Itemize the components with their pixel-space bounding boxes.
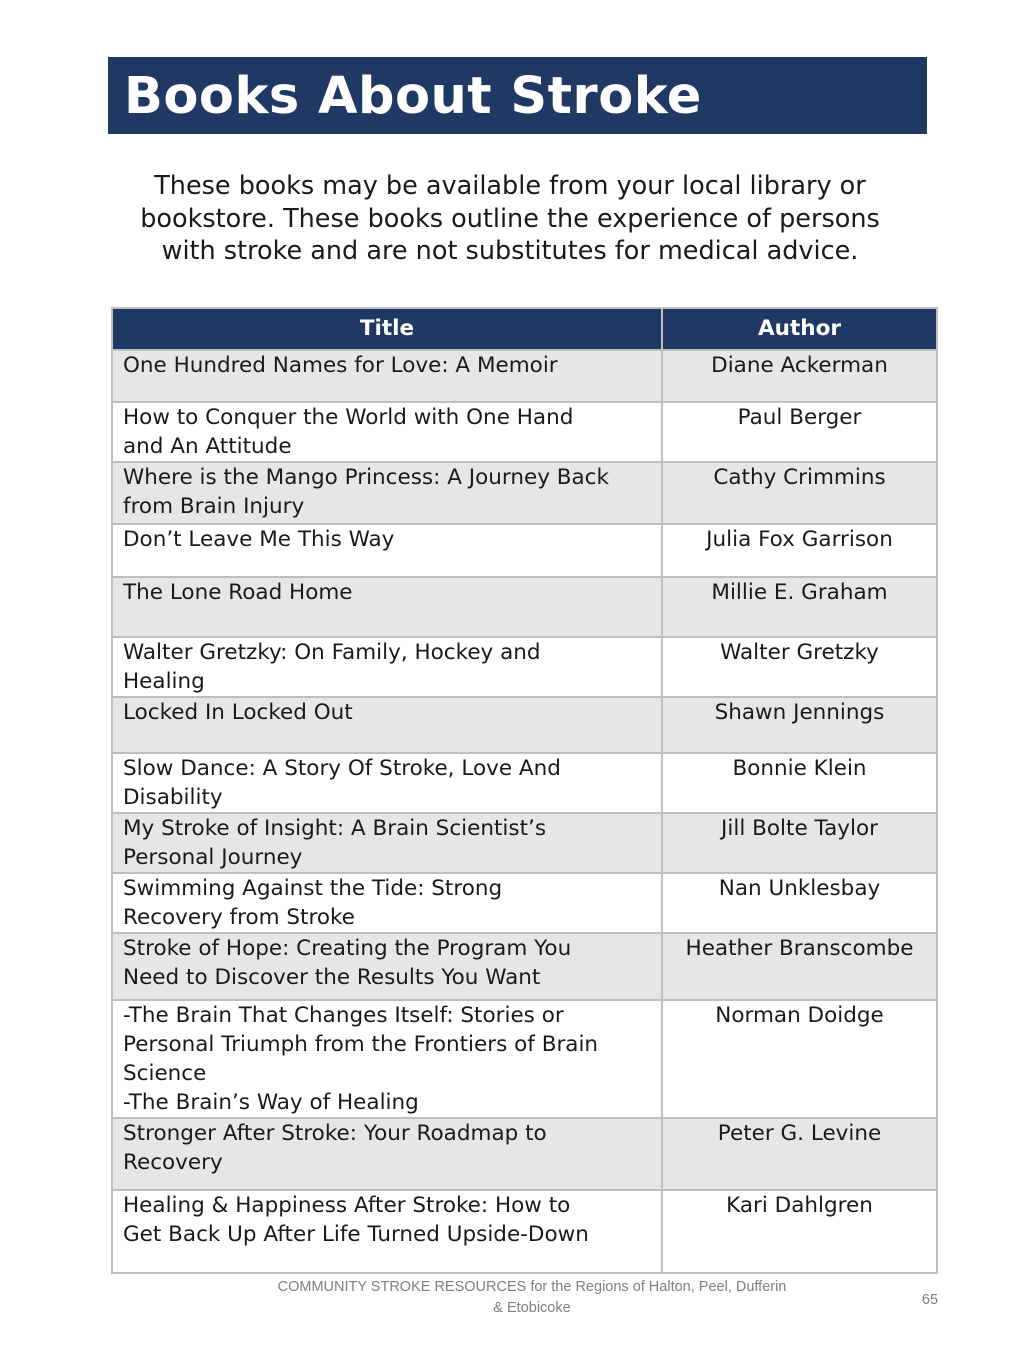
book-title: Locked In Locked Out [123, 700, 353, 725]
page-title-banner [108, 57, 927, 134]
intro-line: with stroke and are not substitutes for medical advice. [161, 236, 859, 266]
book-author: Peter G. Levine [662, 1118, 937, 1190]
book-title: -The Brain’s Way of Healing [123, 1090, 419, 1115]
book-title: Get Back Up After Life Turned Upside-Down [123, 1222, 589, 1247]
book-title-cell [112, 637, 662, 697]
book-title-cell [112, 1118, 662, 1190]
book-title: How to Conquer the World with One Hand [123, 405, 574, 430]
book-author: Bonnie Klein [662, 753, 937, 813]
book-author: Millie E. Graham [662, 577, 937, 637]
table-row [112, 1190, 937, 1273]
book-title: The Lone Road Home [123, 580, 353, 605]
book-title: Slow Dance: A Story Of Stroke, Love And [123, 756, 561, 781]
book-title: Healing & Happiness After Stroke: How to [123, 1193, 571, 1218]
table-row [112, 577, 937, 637]
book-title-cell [112, 753, 662, 813]
book-title-cell [112, 577, 662, 637]
table-row [112, 1118, 937, 1190]
book-title: One Hundred Names for Love: A Memoir [123, 353, 558, 378]
book-author: Paul Berger [662, 402, 937, 462]
table-row [112, 1000, 937, 1118]
book-title: Stronger After Stroke: Your Roadmap to [123, 1121, 547, 1146]
book-author: Norman Doidge [662, 1000, 937, 1118]
book-author: Nan Unklesbay [662, 873, 937, 933]
book-author: Diane Ackerman [662, 350, 937, 402]
book-title: Need to Discover the Results You Want [123, 965, 541, 990]
table-row [112, 697, 937, 753]
table-row [112, 933, 937, 1000]
book-title: Science [123, 1061, 207, 1086]
table-row [112, 350, 937, 402]
book-title-cell [112, 1000, 662, 1118]
table-row [112, 402, 937, 462]
book-title: Recovery from Stroke [123, 905, 355, 930]
books-table [111, 307, 938, 1274]
footer-text [232, 1277, 832, 1319]
intro-line: These books may be available from your local library or [154, 171, 866, 201]
book-title-cell [112, 933, 662, 1000]
book-title: My Stroke of Insight: A Brain Scientist’s [123, 816, 547, 841]
book-title: Healing [123, 669, 205, 694]
book-title: Personal Journey [123, 845, 303, 870]
intro-line: bookstore. These books outline the experience of persons [140, 203, 880, 234]
table-row [112, 873, 937, 933]
book-author: Julia Fox Garrison [662, 524, 937, 577]
table-row [112, 524, 937, 577]
book-title: Disability [123, 785, 223, 810]
book-title-cell [112, 813, 662, 873]
book-title: Walter Gretzky: On Family, Hockey and [123, 640, 541, 665]
book-title-cell [112, 873, 662, 933]
book-author: Shawn Jennings [662, 697, 937, 753]
book-title: Recovery [123, 1150, 223, 1175]
column-header-title: Title [112, 308, 662, 350]
book-title-cell [112, 350, 662, 402]
table-row [112, 753, 937, 813]
book-title-cell [112, 1190, 662, 1273]
page-number: 65 [921, 1292, 939, 1308]
book-title-cell [112, 524, 662, 577]
table-row [112, 637, 937, 697]
footer-line: COMMUNITY STROKE RESOURCES for the Regions of Halton, Peel, Dufferin [277, 1279, 787, 1295]
book-title: Swimming Against the Tide: Strong [123, 876, 503, 901]
book-author: Walter Gretzky [662, 637, 937, 697]
page-title: Books About Stroke [124, 67, 702, 126]
book-author: Kari Dahlgren [662, 1190, 937, 1273]
table-header-row [112, 308, 937, 350]
intro-paragraph [100, 170, 920, 268]
book-title: Don’t Leave Me This Way [123, 527, 395, 552]
book-title: and An Attitude [123, 434, 292, 459]
book-title-cell [112, 462, 662, 524]
book-title: Where is the Mango Princess: A Journey Back [123, 465, 609, 490]
table-row [112, 813, 937, 873]
column-header-author: Author [662, 308, 937, 350]
book-author: Cathy Crimmins [662, 462, 937, 524]
book-author: Jill Bolte Taylor [662, 813, 937, 873]
book-title: Stroke of Hope: Creating the Program You [123, 936, 572, 961]
book-title: -The Brain That Changes Itself: Stories or [123, 1003, 564, 1028]
book-title-cell [112, 697, 662, 753]
book-author: Heather Branscombe [662, 933, 937, 1000]
table-row [112, 462, 937, 524]
footer-line: & Etobicoke [493, 1300, 571, 1316]
book-title: from Brain Injury [123, 494, 305, 519]
book-title: Personal Triumph from the Frontiers of Brain [123, 1032, 599, 1057]
book-title-cell [112, 402, 662, 462]
